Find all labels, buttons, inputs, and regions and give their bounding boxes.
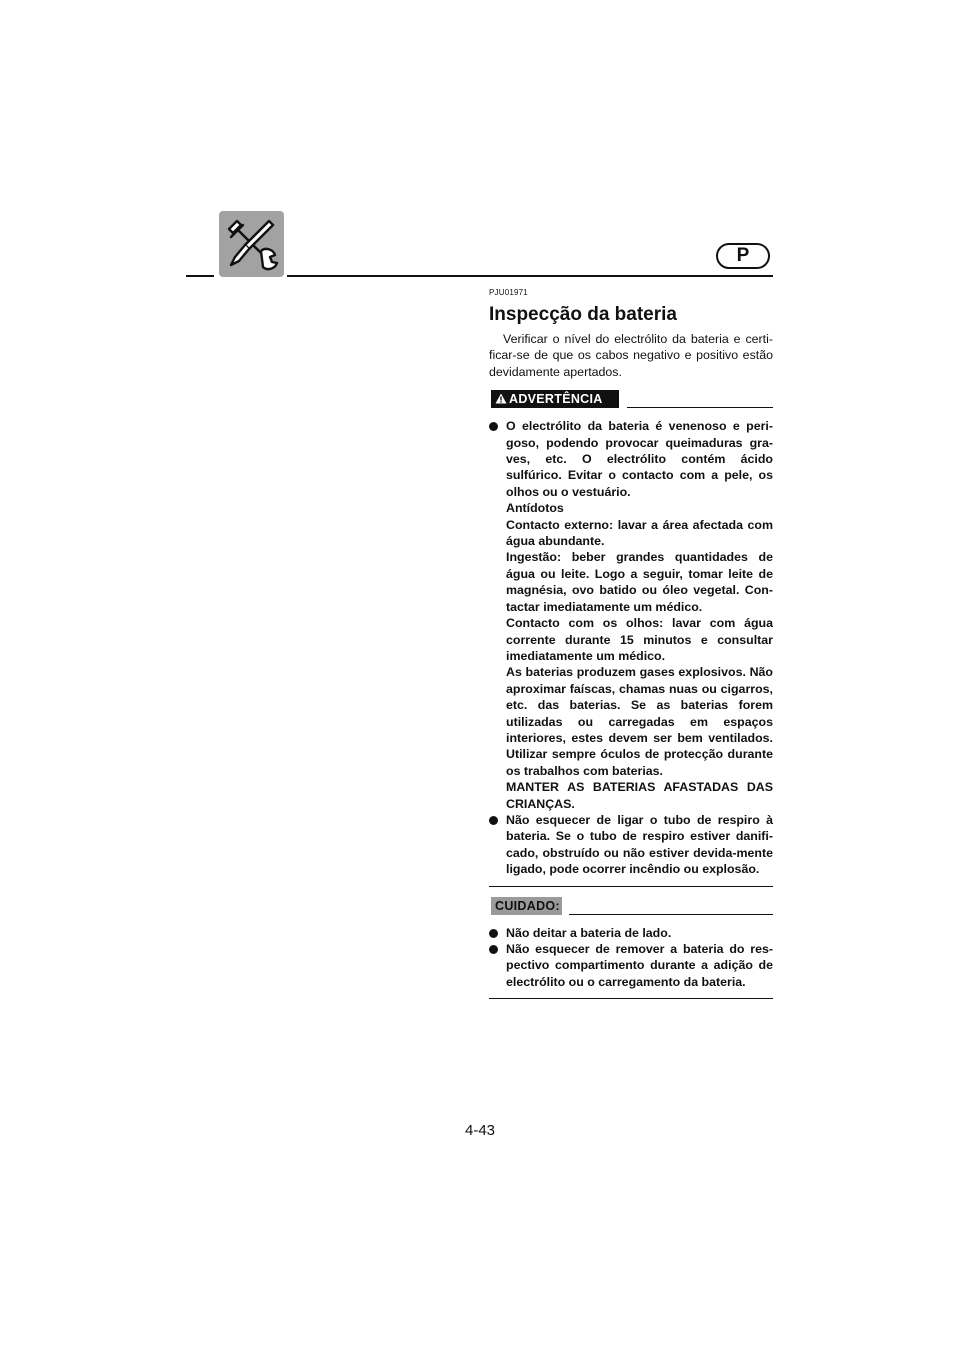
caution-end-rule — [489, 998, 773, 999]
list-item — [489, 812, 773, 878]
warning-text: Ingestão: beber grandes quantidades de água ou leite. Logo a seguir, tomar leite de magnésia, ovo batido ou óleo vegetal. Con-tactar imediatamente um médico. — [506, 550, 773, 614]
warning-text: MANTER AS BATERIAS AFASTADAS DAS CRIANÇAS. — [506, 780, 773, 811]
caution-list — [489, 925, 773, 991]
bullet-icon — [489, 422, 498, 431]
section-code: PJU01971 — [489, 288, 528, 297]
list-item — [489, 925, 773, 941]
warning-text: O electrólito da bateria é venenoso e peri-goso, podendo provocar queimaduras gra-ves, etc. O electrólito contém ácido sulfúrico. Evitar o contacto com a pele, os olhos ou o vestuário. — [506, 419, 773, 499]
warning-label: ADVERTÊNCIA — [509, 392, 603, 407]
warning-list — [489, 418, 773, 877]
warning-text: Antídotos — [506, 501, 564, 516]
warning-end-rule — [489, 886, 773, 887]
bullet-icon — [489, 945, 498, 954]
caution-header-rule — [569, 914, 773, 915]
caution-header — [489, 897, 773, 917]
warning-text: Contacto externo: lavar a área afectada com água abundante. — [506, 517, 773, 549]
warning-triangle-icon — [495, 390, 507, 408]
caution-badge: CUIDADO: — [491, 897, 562, 915]
main-content — [489, 288, 773, 999]
list-item — [489, 941, 773, 990]
tools-icon — [219, 211, 284, 277]
caution-text: Não esquecer de remover a bateria do res-pectivo compartimento durante a adição de electrólito ou o carregamento da bateria. — [506, 942, 773, 989]
warning-text: As baterias produzem gases explosivos. Não aproximar faíscas, chamas nuas ou cigarros, etc. das baterias. Se as baterias forem utilizadas ou carregadas em espaços interiores, estes devem ser bem ventilados. Utilizar sempre óculos de protecção durante os trabalhos com baterias. — [506, 665, 773, 778]
warning-header — [489, 390, 773, 410]
header-rule-right — [287, 275, 773, 277]
page-number: 4-43 — [464, 1122, 496, 1139]
warning-text: Contacto com os olhos: lavar com água corrente durante 15 minutos e consultar imediatamente um médico. — [506, 616, 773, 663]
caution-text: Não deitar a bateria de lado. — [506, 925, 672, 940]
intro-paragraph: Verificar o nível do electrólito da bateria e certi-ficar-se de que os cabos negativo e positivo estão devidamente apertados. — [489, 332, 773, 379]
warning-badge — [491, 390, 619, 408]
section-title: Inspecção da bateria — [489, 304, 677, 325]
language-badge: P — [716, 243, 770, 269]
warning-header-rule — [627, 407, 773, 408]
bullet-icon — [489, 929, 498, 938]
list-item — [489, 418, 773, 812]
bullet-icon — [489, 816, 498, 825]
warning-text: Não esquecer de ligar o tubo de respiro à bateria. Se o tubo de respiro estiver danifi-cado, obstruído ou não estiver devida-mente ligado, pode ocorrer incêndio ou explosão. — [506, 812, 773, 877]
header-rule-left — [186, 275, 214, 277]
